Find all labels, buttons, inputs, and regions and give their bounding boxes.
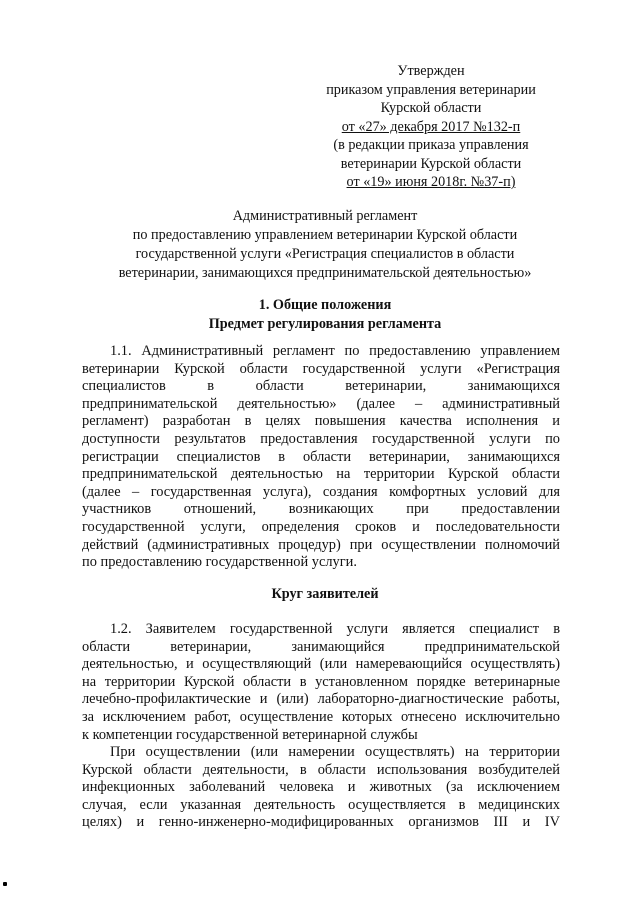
text-line: за исключением работ, осуществление которых отнесено исключительно	[82, 708, 560, 725]
text-line: области ветеринарии, занимающийся предпринимательской	[82, 638, 560, 655]
title-line: государственной услуги «Регистрация специалистов в области	[135, 246, 515, 262]
section-heading-line: 1. Общие положения	[258, 297, 392, 313]
text-line: 1.1. Административный регламент по предоставлению управлением	[110, 343, 560, 359]
approval-revision-line: от «19» июня 2018г. №37-п)	[346, 174, 516, 190]
text-line: предпринимательской деятельностью» (далее – административный	[82, 395, 560, 412]
text-line: по предоставлению государственной услуги.	[82, 554, 357, 571]
section-subheading-line: Предмет регулирования регламента	[208, 315, 442, 332]
text-line: Курской области деятельности, в области использования возбудителей	[82, 761, 560, 778]
scan-mark	[3, 882, 7, 886]
text-line: ветеринарии Курской области государственной услуги «Регистрация	[82, 360, 560, 377]
paragraph-1-2-continued	[82, 744, 560, 832]
text-line: регламент) разработан в целях повышения качества исполнения и	[82, 413, 560, 430]
title-line: Административный регламент	[232, 208, 418, 224]
approval-block	[300, 62, 562, 192]
approval-line: (в редакции приказа управления	[333, 137, 529, 153]
text-line: предпринимательской деятельностью на территории Курской области	[82, 466, 560, 483]
text-line: деятельностью, и осуществляющий (или намеревающийся осуществлять)	[82, 656, 560, 673]
text-line: инфекционных заболеваний человека и животных (за исключением	[82, 779, 560, 796]
section-heading	[70, 585, 580, 604]
text-line: доступности результатов предоставления государственной услуги по	[82, 430, 560, 447]
title-line: ветеринарии, занимающихся предпринимательской деятельностью»	[118, 265, 532, 281]
text-line: регистрации специалистов в области ветеринарии, занимающихся	[82, 448, 560, 465]
text-line: к компетенции государственной ветеринарной службы	[82, 726, 418, 743]
text-line: лечебно-профилактические и (или) лабораторно-диагностические работы,	[82, 691, 560, 708]
text-line: целях) и генно-инженерно-модифицированных организмов III и IV	[82, 814, 560, 831]
section-heading	[70, 296, 580, 333]
section-heading-line: Круг заявителей	[271, 586, 379, 602]
text-line: 1.2. Заявителем государственной услуги является специалист в	[110, 621, 560, 637]
text-line: (далее – государственная услуга), создания комфортных условий для	[82, 483, 560, 500]
approval-order-line: от «27» декабря 2017 №132-п	[341, 118, 521, 135]
document-title	[70, 207, 580, 283]
text-line: При осуществлении (или намерении осуществлять) на территории	[110, 744, 560, 760]
title-line: по предоставлению управлением ветеринарии Курской области	[132, 227, 518, 243]
approval-line: Утвержден	[397, 63, 465, 79]
approval-line: приказом управления ветеринарии	[326, 81, 536, 98]
approval-line: ветеринарии Курской области	[340, 155, 522, 172]
text-line: специалистов в области ветеринарии, занимающихся	[82, 378, 560, 395]
text-line: на территории Курской области в установленном порядке ветеринарные	[82, 673, 560, 690]
text-line: действий (административных процедур) при осуществлении полномочий	[82, 536, 560, 553]
text-line: участников отношений, возникающих при предоставлении	[82, 501, 560, 518]
text-line: случая, если указанная деятельность осуществляется в медицинских	[82, 796, 560, 813]
paragraph-1-1	[82, 343, 560, 572]
approval-line: Курской области	[380, 100, 482, 116]
paragraph-1-2	[82, 621, 560, 744]
text-line: государственной услуги, определения сроков и последовательности	[82, 518, 560, 535]
